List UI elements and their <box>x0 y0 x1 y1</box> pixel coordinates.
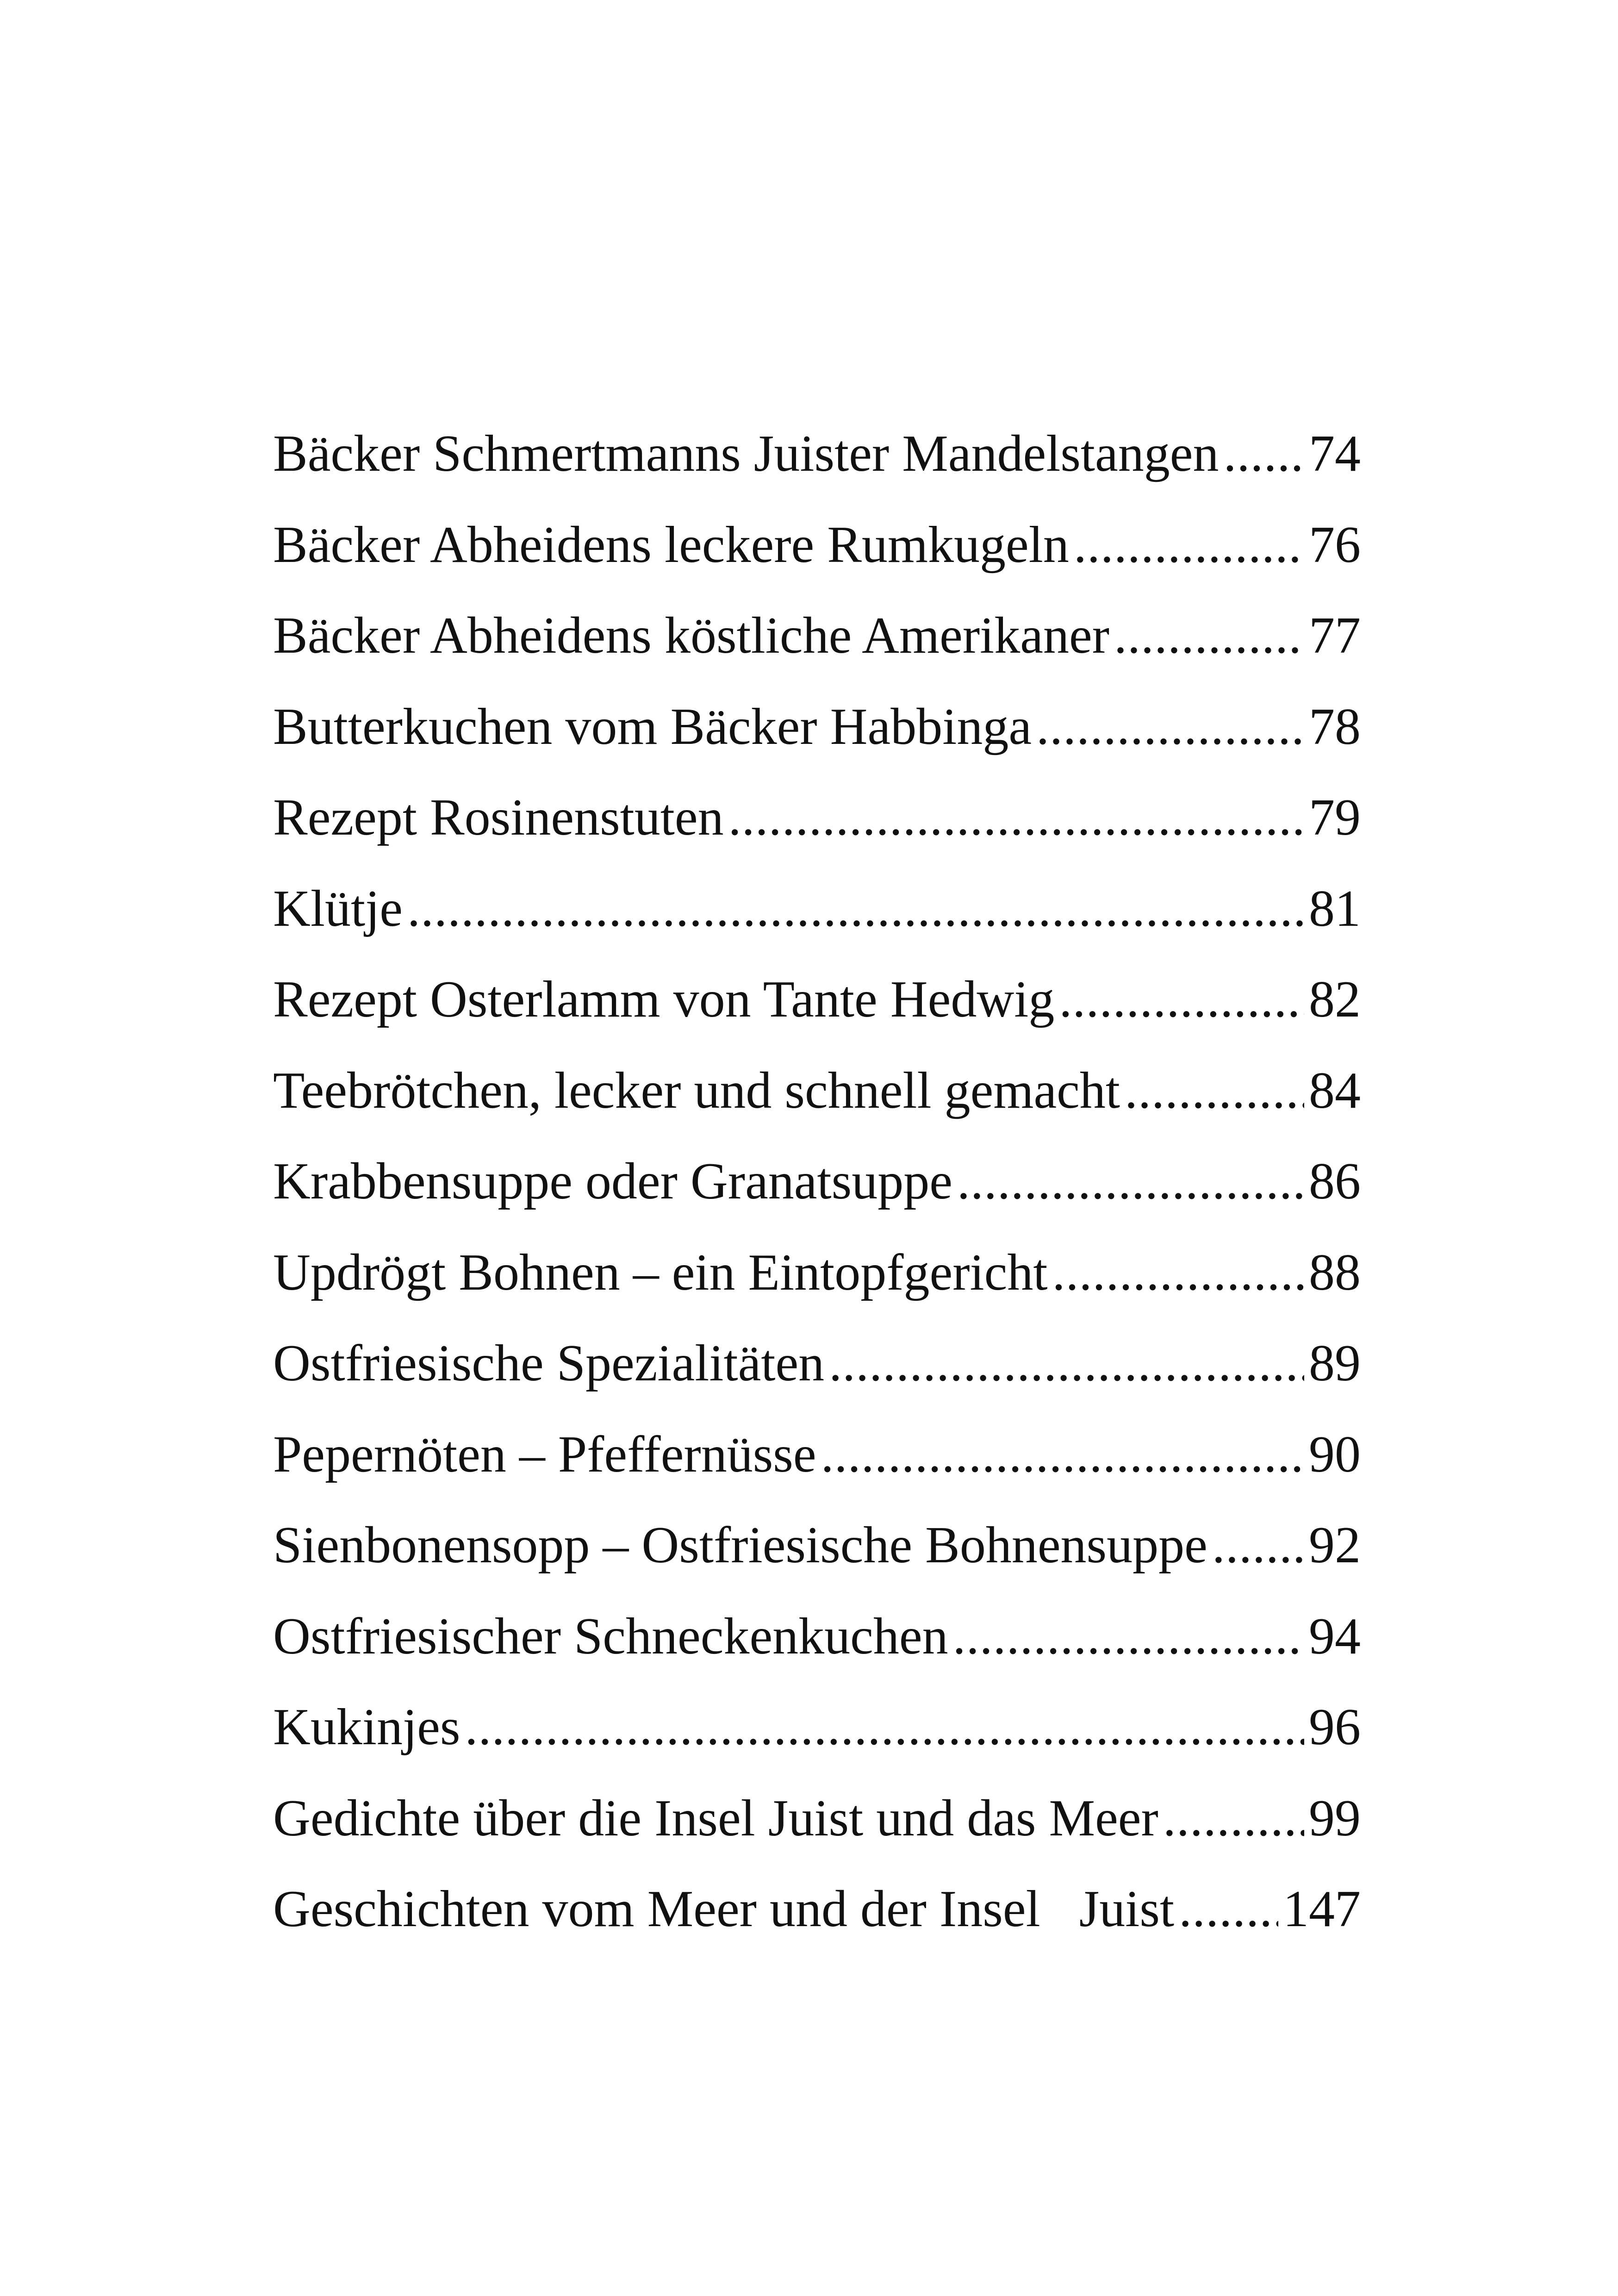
toc-dot-leader <box>821 1409 1304 1500</box>
toc-dot-leader <box>1125 1045 1304 1136</box>
toc-entry-page: 86 <box>1309 1153 1361 1210</box>
toc-dot-leader <box>953 1591 1304 1682</box>
toc-entry-title: Ostfriesischer Schneckenkuchen <box>273 1607 948 1665</box>
toc-entry[interactable] <box>273 1409 1361 1500</box>
toc-entry-title: Bäcker Schmertmanns Juister Mandelstangen <box>273 425 1219 482</box>
toc-dot-leader <box>465 1682 1304 1773</box>
toc-entry-page: 147 <box>1283 1880 1361 1938</box>
toc-entry-title: Bäcker Abheidens köstliche Amerikaner <box>273 607 1109 664</box>
toc-entry-page: 94 <box>1309 1607 1361 1665</box>
toc-entry-title: Ostfriesische Spezialitäten <box>273 1335 825 1392</box>
toc-entry-title: Pepernöten – Pfeffernüsse <box>273 1425 816 1483</box>
toc-entry-page: 76 <box>1309 516 1361 574</box>
toc-entry[interactable] <box>273 1045 1361 1136</box>
toc-dot-leader <box>1212 1500 1304 1591</box>
toc-dot-leader <box>1223 408 1304 499</box>
toc-entry-title: Updrögt Bohnen – ein Eintopfgericht <box>273 1243 1048 1301</box>
toc-entry[interactable] <box>273 1773 1361 1864</box>
toc-dot-leader <box>829 1318 1304 1409</box>
toc-entry-title: Geschichten vom Meer und der Insel Juist <box>273 1880 1175 1938</box>
toc-entry[interactable] <box>273 954 1361 1045</box>
toc-dot-leader <box>728 772 1304 863</box>
toc-entry[interactable] <box>273 1318 1361 1409</box>
toc-entry-title: Rezept Osterlamm von Tante Hedwig <box>273 971 1055 1028</box>
toc-entry-title: Teebrötchen, lecker und schnell gemacht <box>273 1061 1120 1119</box>
toc-entry[interactable] <box>273 1864 1361 1955</box>
toc-entry-page: 90 <box>1309 1425 1361 1483</box>
toc-entry-page: 79 <box>1309 789 1361 846</box>
toc-entry-page: 99 <box>1309 1789 1361 1847</box>
toc-entry[interactable] <box>273 863 1361 955</box>
toc-entry-page: 78 <box>1309 698 1361 755</box>
toc-entry-page: 82 <box>1309 971 1361 1028</box>
toc-entry[interactable] <box>273 1227 1361 1318</box>
toc-entry[interactable] <box>273 1500 1361 1591</box>
toc-entry[interactable] <box>273 1591 1361 1682</box>
toc-entry-title: Bäcker Abheidens leckere Rumkugeln <box>273 516 1069 574</box>
toc-dot-leader <box>1059 954 1304 1045</box>
toc-dot-leader <box>957 1136 1304 1227</box>
toc-entry[interactable] <box>273 1682 1361 1773</box>
toc-entry[interactable] <box>273 499 1361 591</box>
toc-entry-title: Kukinjes <box>273 1698 461 1756</box>
toc-entry-title: Rezept Rosinenstuten <box>273 789 724 846</box>
toc-entry-page: 84 <box>1309 1061 1361 1119</box>
toc-entry-page: 96 <box>1309 1698 1361 1756</box>
toc-dot-leader <box>1036 681 1304 773</box>
toc-entry[interactable] <box>273 1136 1361 1227</box>
toc-dot-leader <box>1114 590 1304 681</box>
toc-entry-page: 81 <box>1309 880 1361 937</box>
toc-entry-page: 92 <box>1309 1516 1361 1574</box>
toc-dot-leader <box>407 863 1304 955</box>
toc-dot-leader <box>1052 1227 1304 1318</box>
toc-entry[interactable] <box>273 590 1361 681</box>
table-of-contents <box>273 408 1361 1955</box>
toc-entry[interactable] <box>273 408 1361 499</box>
toc-entry-title: Krabbensuppe oder Granatsuppe <box>273 1153 952 1210</box>
toc-entry-title: Gedichte über die Insel Juist und das Meer <box>273 1789 1158 1847</box>
toc-entry-page: 89 <box>1309 1335 1361 1392</box>
toc-dot-leader <box>1074 499 1304 591</box>
toc-entry[interactable] <box>273 772 1361 863</box>
toc-entry-title: Klütje <box>273 880 403 937</box>
toc-entry-page: 88 <box>1309 1243 1361 1301</box>
toc-entry[interactable] <box>273 681 1361 773</box>
toc-dot-leader <box>1179 1864 1278 1955</box>
toc-dot-leader <box>1163 1773 1304 1864</box>
toc-entry-page: 74 <box>1309 425 1361 482</box>
toc-entry-title: Sienbonensopp – Ostfriesische Bohnensuppe <box>273 1516 1207 1574</box>
toc-entry-page: 77 <box>1309 607 1361 664</box>
toc-entry-title: Butterkuchen vom Bäcker Habbinga <box>273 698 1032 755</box>
